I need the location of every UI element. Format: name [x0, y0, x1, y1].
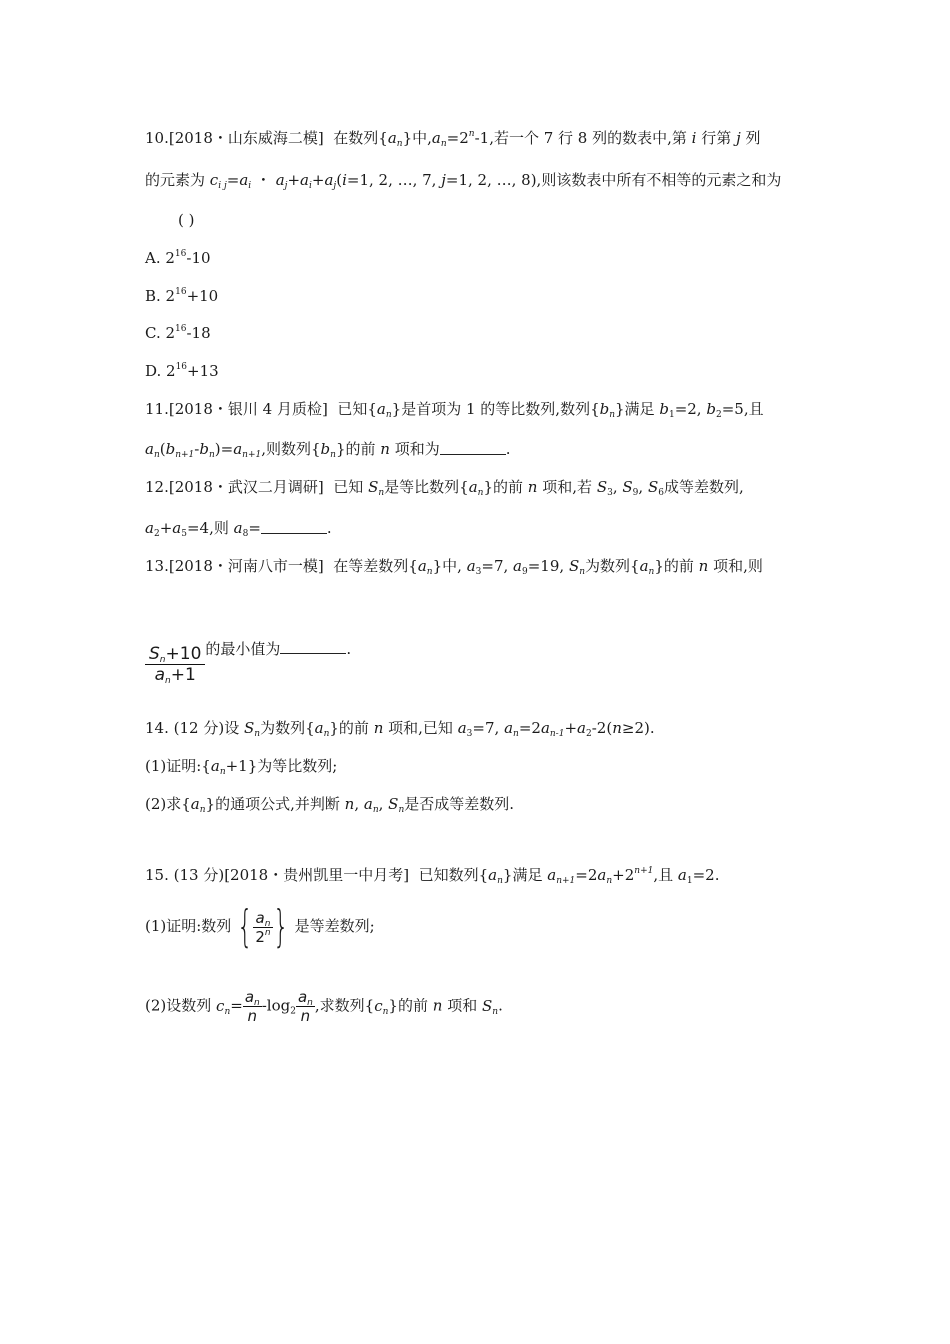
source-tag: [2018・贵州凯里一中月考]	[224, 866, 410, 884]
question-15-part-1: (1)证明:数列 { $\frac{a_n}{2^n}$ } 是等差数列;	[145, 901, 375, 952]
source-tag: [2018・武汉二月调研]	[168, 478, 324, 496]
choice-a[interactable]: A. $2^{16}-10$	[145, 249, 211, 267]
source-tag: [2018・山东威海二模]	[168, 129, 324, 147]
question-15-part-2: (2)设数列 $c_n=$ $\frac{a_n}{n}$ $-\log_2$ $\frac{a_n}{n}$ ,求数列$\{c_n\}$的前 n 项和 $S_n$.	[145, 988, 503, 1025]
question-13-line-1: 13.[2018・河南八市一模] 在等差数列$\{a_n\}$中, $a_3=7$, $a_9=19$, $S_n$为数列$\{a_n\}$的前 n 项和,则	[145, 557, 763, 577]
choice-c[interactable]: C. $2^{16}-18$	[145, 324, 211, 342]
question-14-part-2: (2)求$\{a_n\}$的通项公式,并判断 n, $a_n$, $S_n$是否成等差数列.	[145, 795, 515, 815]
question-13-line-2: $\frac{S_n+10}{a_n+1}$ 的最小值为 .	[145, 638, 351, 685]
answer-paren: ( )	[178, 211, 195, 229]
fraction: $\frac{a_n}{n}$	[297, 988, 313, 1025]
fraction: $\frac{S_n+10}{a_n+1}$	[145, 644, 205, 685]
question-14-part-1: (1)证明$:\{a_n+1\}$为等比数列;	[145, 757, 338, 777]
choice-d[interactable]: D. $2^{16}+13$	[145, 362, 219, 380]
question-11-line-2: $a_n(b_{n+1}-b_n)=a_{n+1}$,则数列$\{b_n\}$的前 n 项和为 .	[145, 440, 511, 460]
question-12-line-2: $a_2+a_5=4$,则 $a_8=$ .	[145, 519, 332, 539]
question-15-line-1: 15. (13 分)[2018・贵州凯里一中月考] 已知数列$\{a_n\}$满足 $a_{n+1}=2a_n+2^{n+1}$,且 $a_1=2$.	[145, 866, 720, 886]
question-11-line-1: 11.[2018・银川 4 月质检] 已知$\{a_n\}$是首项为 1 的等比数列,数列$\{b_n\}$满足 $b_1=2$, $b_2=5$,且	[145, 400, 764, 420]
fraction: $\frac{a_n}{2^n}$	[255, 908, 271, 946]
question-10-line-1: 10.[2018・山东威海二模] 在数列$\{a_n\}$中$,a_n=2^n-1$,若一个 7 行 8 列的数表中,第 i 行第 j 列	[145, 129, 761, 149]
answer-blank[interactable]	[440, 440, 506, 455]
fraction: $\frac{a_n}{n}$	[244, 988, 260, 1025]
left-brace: {	[237, 901, 254, 952]
question-10-line-2: 的元素为 $c_{i j}=a_i$ ・ $a_j+a_i+a_j(i=1$, 2, …, 7, j=1, 2, …, 8),则该数表中所有不相等的元素之和为	[145, 171, 782, 191]
right-brace: }	[272, 901, 289, 952]
source-tag: [2018・河南八市一模]	[168, 557, 324, 575]
question-14-line-1: 14. (12 分)设 $S_n$为数列$\{a_n\}$的前 n 项和,已知 $a_3=7$, $a_n=2a_{n-1}+a_2-2(n\ge 2)$.	[145, 719, 655, 739]
answer-blank[interactable]	[280, 639, 346, 654]
source-tag: [2018・银川 4 月质检]	[168, 400, 328, 418]
question-12-line-1: 12.[2018・武汉二月调研] 已知 $S_n$是等比数列$\{a_n\}$的前 n 项和,若 $S_3$, $S_9$, $S_6$成等差数列,	[145, 478, 744, 498]
choice-b[interactable]: B. $2^{16}+10$	[145, 287, 219, 305]
answer-blank[interactable]	[261, 519, 327, 534]
